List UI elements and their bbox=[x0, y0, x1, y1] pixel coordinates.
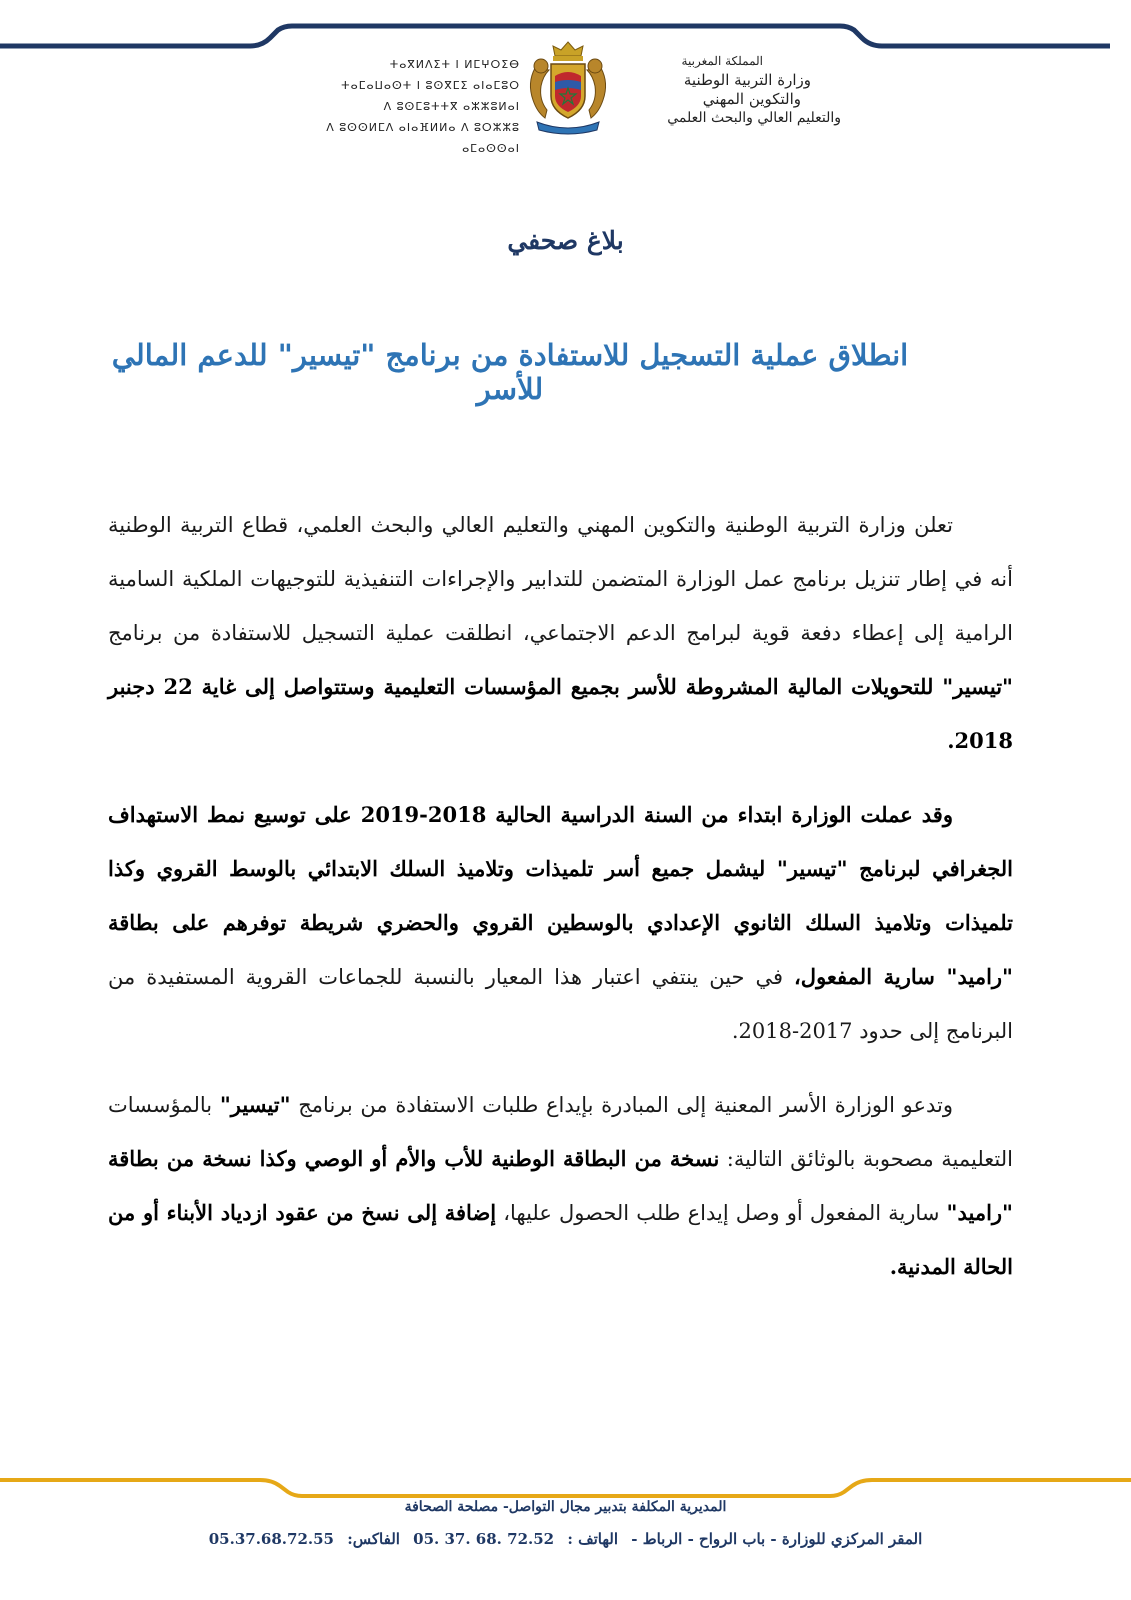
paragraph-3-text-1: وتدعو الوزارة الأسر المعنية إلى المبادرة بإيداع طلبات الاستفادة من برنامج bbox=[290, 1093, 953, 1117]
footer-address: المقر المركزي للوزارة - باب الرواح - الرباط - bbox=[631, 1530, 923, 1548]
ministry-line-3: والتعليم العالي والبحث العلمي bbox=[667, 110, 841, 126]
ministry-name-tifinagh bbox=[270, 54, 520, 159]
ministry-line-2: والتكوين المهني bbox=[702, 90, 801, 108]
ministry-line-1: وزارة التربية الوطنية bbox=[683, 71, 811, 89]
tifinagh-line-4: ⴷ ⵓⵙⵙⵍⵎⴷ ⴰⵏⴰⴼⵍⵍⴰ ⴷ ⵓⵔⵣⵣⵓ ⴰⵎⴰⵙⵙⴰⵏ bbox=[326, 121, 520, 155]
press-release-body bbox=[108, 498, 1013, 1314]
paragraph-2-bold: وقد عملت الوزارة ابتداء من السنة الدراسية الحالية 2018-2019 على توسيع نمط الاستهداف الجغرافي لبرنامج "تيسير" ليشمل جميع أسر تلميذات وتلاميذ السلك الابتدائي بالوسط القروي وكذا تلميذات وتلاميذ السلك الثانوي الإعدادي بالوسطين القروي والحضري شريطة توفرهم على بطاقة "راميد" سارية المفعول، bbox=[108, 802, 1013, 989]
paragraph-3-text-3: سارية المفعول أو وصل إيداع طلب الحصول عليها، bbox=[496, 1201, 947, 1225]
paragraph-3 bbox=[108, 1078, 1013, 1294]
tifinagh-line-1: ⵜⴰⴳⵍⴷⵉⵜ ⵏ ⵍⵎⵖⵔⵉⴱ bbox=[389, 58, 520, 71]
footer-phone: 05. 37. 68. 72.52 bbox=[413, 1530, 555, 1548]
footer-fax-label: الفاكس: bbox=[347, 1530, 400, 1548]
footer-phone-label: الهاتف : bbox=[567, 1530, 619, 1548]
paragraph-1-bold: "تيسير" للتحويلات المالية المشروطة للأسر بجميع المؤسسات التعليمية وستتواصل إلى غاية 22 دجنبر 2018. bbox=[108, 674, 1013, 753]
footer-directorate: المديرية المكلفة بتدبير مجال التواصل- مصلحة الصحافة bbox=[404, 1499, 727, 1515]
footer-contact bbox=[0, 1524, 1131, 1554]
document-title: انطلاق عملية التسجيل للاستفادة من برنامج "تيسير" للدعم المالي للأسر bbox=[111, 338, 909, 406]
paragraph-1 bbox=[108, 498, 1013, 768]
paragraph-2 bbox=[108, 788, 1013, 1058]
paragraph-2-text: في حين ينتفي اعتبار هذا المعيار بالنسبة للجماعات القروية المستفيدة من البرنامج إلى حدود 2017-2018. bbox=[108, 965, 1013, 1043]
coat-of-arms-icon bbox=[523, 38, 613, 138]
paragraph-3-bold-1: "تيسير" bbox=[219, 1092, 291, 1117]
footer-fax: 05.37.68.72.55 bbox=[208, 1530, 334, 1548]
ministry-name-arabic bbox=[641, 52, 841, 128]
footer bbox=[0, 1494, 1131, 1554]
paragraph-3-bold-3: إضافة إلى نسخ من عقود ازدياد الأبناء أو من الحالة المدنية. bbox=[108, 1200, 1013, 1279]
kingdom-line: المملكة المغربية bbox=[681, 54, 763, 68]
paragraph-1-text: تعلن وزارة التربية الوطنية والتكوين المهني والتعليم العالي والبحث العلمي، قطاع التربية الوطنية أنه في إطار تنزيل برنامج عمل الوزارة المتضمن للتدابير والإجراءات التنفيذية للتوجيهات الملكية السامية الرامية إلى إعطاء دفعة قوية لبرامج الدعم الاجتماعي، انطلقت عملية التسجيل للاستفادة من برنامج bbox=[108, 513, 1013, 645]
paragraph-3-bold-2: نسخة من البطاقة الوطنية للأب والأم أو الوصي وكذا نسخة من بطاقة "راميد" bbox=[108, 1146, 1013, 1225]
tifinagh-line-2: ⵜⴰⵎⴰⵡⴰⵙⵜ ⵏ ⵓⵙⴳⵎⵉ ⴰⵏⴰⵎⵓⵔ bbox=[341, 79, 520, 92]
paragraph-3-text-2: بالمؤسسات التعليمية مصحوبة بالوثائق التالية: bbox=[108, 1093, 1013, 1171]
document-type: بلاغ صحفي bbox=[507, 226, 624, 255]
tifinagh-line-3: ⴷ ⵓⵙⵎⵓⵜⵜⴳ ⴰⵣⵣⵓⵍⴰⵏ bbox=[383, 100, 520, 113]
